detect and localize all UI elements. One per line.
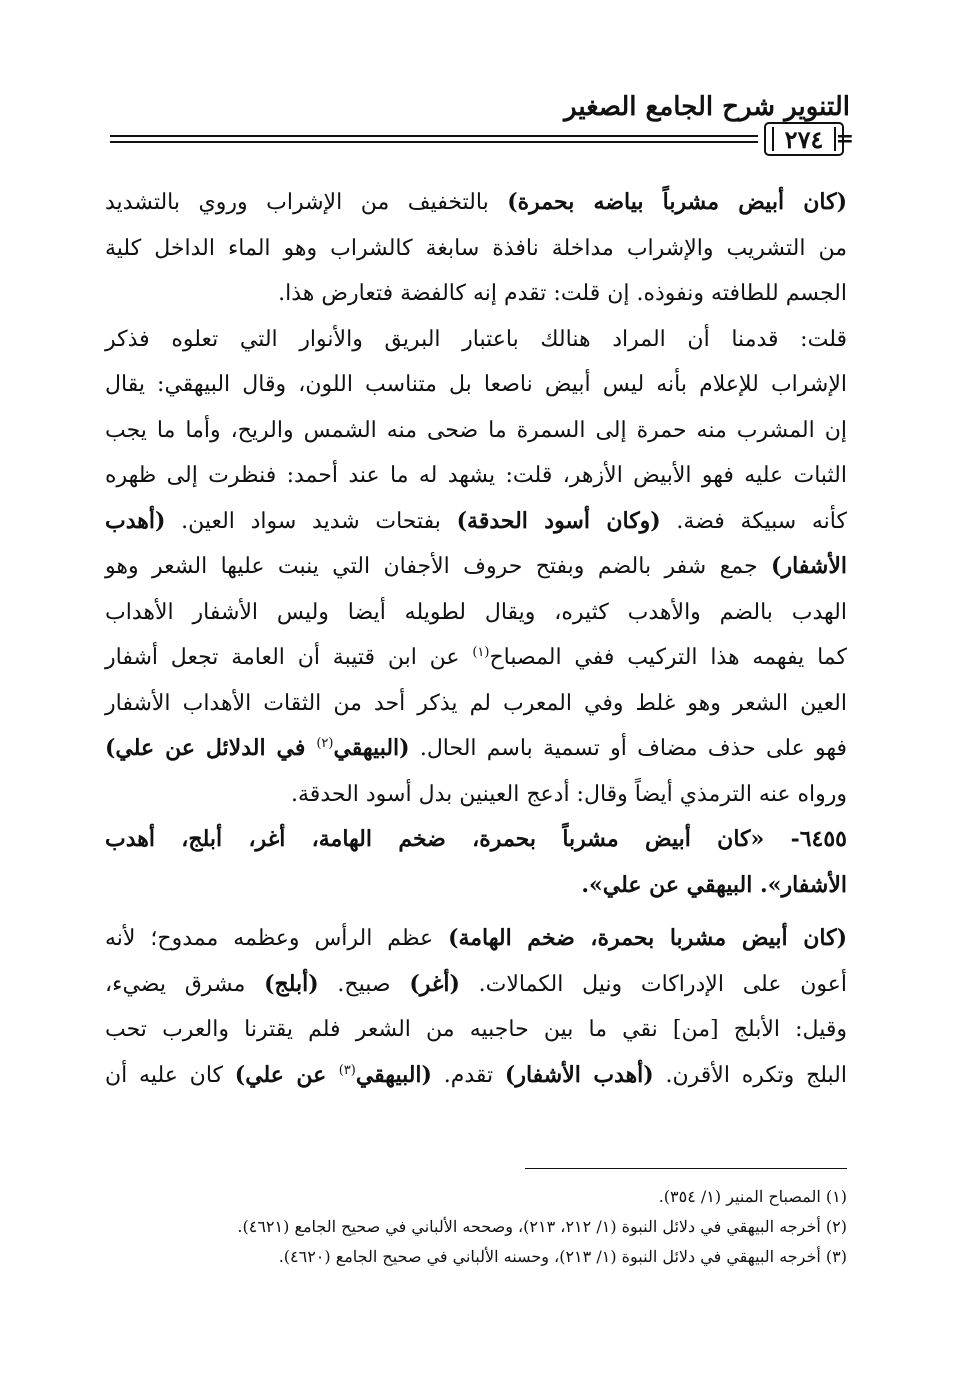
text-line <box>105 635 847 681</box>
text-run: عن ابن قتيبة أن العامة تجعل أشفار <box>105 645 473 670</box>
footnote-separator <box>525 1168 847 1169</box>
text-run: مشرق يضيء، <box>105 971 265 997</box>
text-line <box>105 726 847 772</box>
footnotes <box>105 1182 847 1272</box>
bold-term: (أبلج) <box>264 970 319 997</box>
footnote: (١) المصباح المنير (١/ ٣٥٤). <box>658 1187 847 1206</box>
text-line <box>105 1053 847 1099</box>
running-title: التنوير شرح الجامع الصغير <box>564 92 850 122</box>
text-line <box>105 271 847 317</box>
bold-term: (أهدب الأشفار) <box>504 1061 654 1088</box>
text-run: الثبات عليه فهو الأبيض الأزهر، قلت: يشهد له ما عند أحمد: فنظرت إلى ظهره <box>105 463 847 488</box>
hadith-text: ٦٤٥٥- «كان أبيض مشرباً بحمرة، ضخم الهامة، أغر، أبلج، أهدب <box>105 826 847 852</box>
text-run: عظم الرأس وعظمه ممدوح؛ لأنه <box>105 926 449 951</box>
text-line <box>105 226 847 272</box>
text-run: كان عليه أن <box>105 1062 235 1088</box>
bold-term: (كان أبيض مشرباً بياضه بحمرة) <box>507 189 847 215</box>
text-line <box>105 408 847 454</box>
text-run: إن المشرب منه حمرة إلى السمرة ما ضحى منه الشمس والريح، وأما ما يجب <box>105 417 848 443</box>
hadith-text: الأشفار». البيهقي عن علي». <box>581 871 847 898</box>
text-line <box>105 916 847 962</box>
page-number-box <box>764 122 844 156</box>
text-run: صبيح. <box>318 971 410 997</box>
text-line <box>105 590 847 636</box>
page-header <box>102 92 854 162</box>
text-run: أعون على الإدراكات ونيل الكمالات. <box>459 971 847 997</box>
bold-term: (البيهقي <box>355 1061 432 1088</box>
bold-term: (البيهقي <box>333 735 410 761</box>
text-run: جمع شفر بالضم وبفتح حروف الأجفان التي ينبت عليها الشعر وهو <box>105 554 772 579</box>
text-run: ورواه عنه الترمذي أيضاً وقال: أدعج العينين بدل أسود الحدقة. <box>291 781 847 807</box>
text-line <box>105 453 847 499</box>
text-line <box>105 1007 847 1053</box>
bold-term: (أهدب <box>105 507 166 534</box>
page-number: ٢٧٤ <box>784 124 824 154</box>
text-line <box>105 362 847 408</box>
footnote-ref: (٢) <box>316 736 334 751</box>
footnote: (٢) أخرجه البيهقي في دلائل النبوة (١/ ٢١٢، ٢١٣)، وصححه الألباني في صحيح الجامع (٤٦٢١). <box>237 1217 847 1236</box>
bold-term: (كان أبيض مشربا بحمرة، ضخم الهامة) <box>448 925 847 951</box>
main-text <box>105 180 847 1098</box>
text-line <box>105 499 847 545</box>
text-line <box>105 962 847 1008</box>
text-line <box>105 544 847 590</box>
text-run: قلت: قدمنا أن المراد هنالك باعتبار البريق والأنوار التي تعلوه فذكر <box>105 326 847 352</box>
text-run: بفتحات شديد سواد العين. <box>165 508 457 534</box>
hadith-line <box>105 817 847 863</box>
text-run: الإشراب للإعلام بأنه ليس أبيض ناصعا بل متناسب اللون، وقال البيهقي: يقال <box>105 372 847 397</box>
header-rule <box>110 141 758 143</box>
footnote-ref: (٣) <box>338 1062 356 1078</box>
text-line <box>105 317 847 363</box>
text-run: كما يفهمه هذا التركيب ففي المصباح <box>489 645 847 670</box>
bold-term: (أغر) <box>409 970 460 997</box>
footnote: (٣) أخرجه البيهقي في دلائل النبوة (١/ ٢١٣)، وحسنه الألباني في صحيح الجامع (٤٦٢٠). <box>278 1247 847 1266</box>
text-line <box>105 772 847 818</box>
text-run: البلج وتكره الأقرن. <box>653 1062 847 1088</box>
footnote-ref: (١) <box>472 645 490 660</box>
text-run: العين الشعر وهو غلط وفي المعرب لم يذكر أحد من الثقات الأهداب الأشفار <box>105 690 847 716</box>
bold-term: الأشفار) <box>771 553 847 579</box>
text-run: تقدم. <box>431 1062 505 1088</box>
text-run: الجسم للطافته ونفوذه. إن قلت: تقدم إنه كالفضة فتعارض هذا. <box>278 281 847 306</box>
ornament-mark: = <box>835 126 854 152</box>
text-run: بالتخفيف من الإشراب وروي بالتشديد <box>105 190 508 215</box>
hadith-line <box>105 863 847 909</box>
text-run: الهدب بالضم والأهدب كثيره، ويقال لطويله أيضا وليس الأشفار الأهداب <box>105 599 847 625</box>
text-line <box>105 180 847 226</box>
bold-term: (وكان أسود الحدقة) <box>456 507 661 534</box>
header-rule <box>110 135 758 137</box>
text-run: كأنه سبيكة فضة. <box>660 508 847 534</box>
bold-term: في الدلائل عن علي) <box>105 735 317 761</box>
text-line <box>105 681 847 727</box>
text-run: من التشريب والإشراب مداخلة نافذة سابغة كالشراب وهو الماء الداخل كلية <box>105 235 847 261</box>
bold-term: عن علي) <box>234 1061 339 1088</box>
text-run: فهو على حذف مضاف أو تسمية باسم الحال. <box>409 736 848 761</box>
text-run: وقيل: الأبلج [من] نقي ما بين حاجبيه من الشعر فلم يقترنا والعرب تحب <box>105 1017 847 1042</box>
